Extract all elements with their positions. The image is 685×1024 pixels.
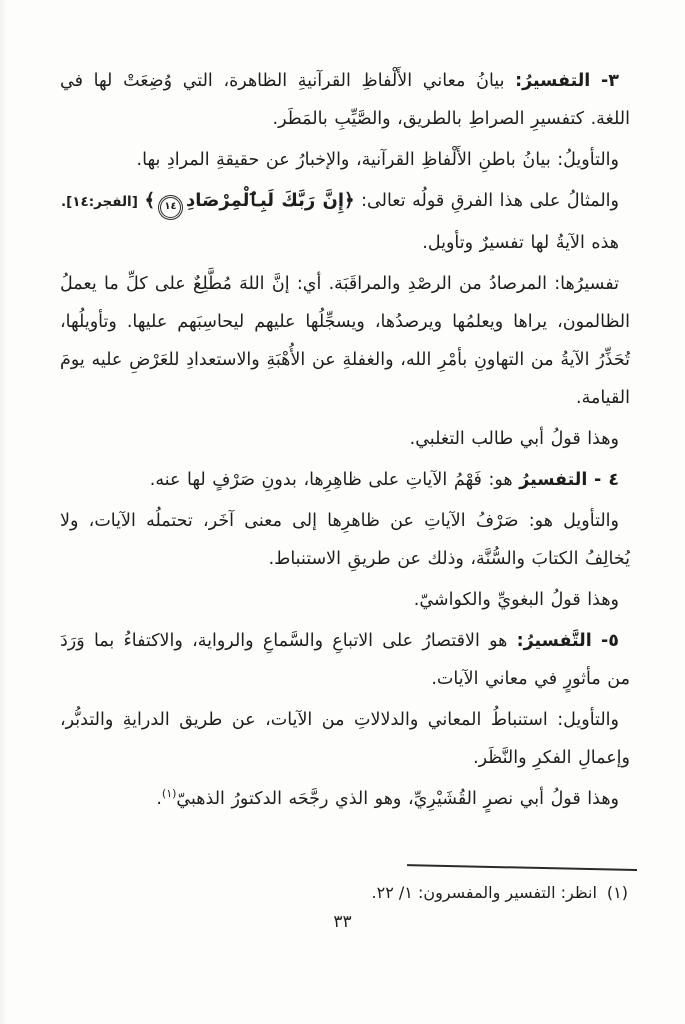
verse-reference: [الفجر:١٤].: [60, 194, 138, 210]
paragraph-aya-statement: [60, 224, 630, 262]
verse-close-bracket: ﴾: [144, 190, 155, 211]
taweel-5-text: والتأويل: استنباطُ المعاني والدلالاتِ من الآيات، عن طريق الدرايةِ والتدبُّر، وإعمالِ الفكرِ والنَّظَر.: [60, 710, 630, 768]
paragraph-attribution-4: [60, 581, 630, 619]
attribution-5-text: وهذا قولُ أبي نصرٍ القُشَيْرِيِّ، وهو الذي رجَّحَه الدكتورُ الذهبيّ: [176, 789, 619, 809]
term-tafsir-3: التفسيرُ:: [515, 71, 591, 91]
aya-statement-text: هذه الآيةُ لها تفسيرٌ وتأويل.: [422, 233, 619, 253]
ayah-number: ١٤: [164, 201, 177, 212]
verse-text: إِنَّ رَبَّكَ لَبِٱلْمِرْصَادِ: [185, 190, 344, 211]
paragraph-taweel-4: [60, 502, 630, 578]
paragraph-definition-3: [60, 62, 630, 138]
item-number-5: ٥-: [601, 631, 619, 651]
attribution-5-period: .: [156, 789, 162, 809]
definition-5-text: هو الاقتصارُ على الاتباعِ والسَّماعِ والرواية، والاكتفاءُ بما وَرَدَ من مأثورٍ في معاني الآيات.: [60, 631, 630, 689]
item-number-3: ٣-: [601, 71, 619, 91]
verse-open-bracket: ﴿: [344, 190, 355, 211]
page-number: ٣٣: [333, 912, 352, 932]
paragraph-tafsir-taweel-explanation: [60, 265, 630, 417]
tafsir-taweel-explanation-text: تفسيرُها: المرصادُ من الرصْدِ والمراقَبَة. أي: إنَّ اللهَ مُطَّلِعٌ على كلِّ ما يعملُ الظالمون، يراها ويعلمُها ويرصدُها، ويسجِّلُها عليهم ليحاسِبَهم عليها. وتأويلُها، تُحَذِّرُ الآيةُ من التهاونِ بأمْرِ الله، والغفلةِ عن الأُهْبَةِ والاستعدادِ للعَرْضِ عليه يومَ القيامة.: [60, 274, 630, 408]
term-tafsir-5: التَّفسيرُ:: [516, 631, 592, 651]
page-body-text: [60, 62, 630, 821]
footnote-reference-marker: (١): [161, 787, 177, 801]
quran-verse: [144, 190, 354, 211]
term-tafsir-4: التفسيرُ: [519, 470, 588, 490]
footnote-text: انظر: التفسير والمفسرون: ١/ ٢٢.: [371, 883, 597, 902]
taweel-4-text: والتأويل هو: صَرْفُ الآياتِ عن ظاهرِها إلى معنى آخَر، تحتملُه الآيات، ولا يُخالِفُ الكتابَ والسُّنَّة، وذلك عن طريقِ الاستنباط.: [60, 511, 630, 569]
footnote-separator-rule: [407, 864, 637, 871]
paragraph-verse-example: [60, 182, 630, 221]
paragraph-definition-5: [60, 622, 630, 698]
paragraph-taweel-3: [60, 141, 630, 179]
paragraph-taweel-5: [60, 701, 630, 777]
verse-intro-text: والمثالُ على هذا الفرقِ قولُه تعالى:: [361, 191, 619, 211]
paragraph-attribution-5: [60, 780, 630, 818]
item-number-4: ٤ -: [593, 470, 619, 490]
definition-3-text: بيانُ معاني الأَلْفاظِ القرآنيةِ الظاهرة، التي وُضِعَتْ لها في اللغة. كتفسيرِ الصراطِ بالطريق، والصَّيِّبِ بالمَطَر.: [60, 71, 630, 129]
definition-4-text: هو: فَهْمُ الآياتِ على ظاهِرِها، بدونِ صَرْفٍ لها عنه.: [149, 470, 513, 490]
footnote-marker: (١): [606, 883, 628, 902]
ayah-number-ornament: [160, 197, 181, 218]
attribution-4-text: وهذا قولُ البغويِّ والكواشيّ.: [413, 590, 619, 610]
footnote: [60, 878, 628, 908]
paragraph-definition-4: [60, 461, 630, 499]
paragraph-attribution-3: [60, 420, 630, 458]
taweel-3-text: والتأويلُ: بيانُ باطنِ الأَلْفاظِ القرآنية، والإخبارُ عن حقيقةِ المرادِ بها.: [136, 150, 619, 170]
attribution-3-text: وهذا قولُ أبي طالب التغلبي.: [409, 429, 619, 449]
